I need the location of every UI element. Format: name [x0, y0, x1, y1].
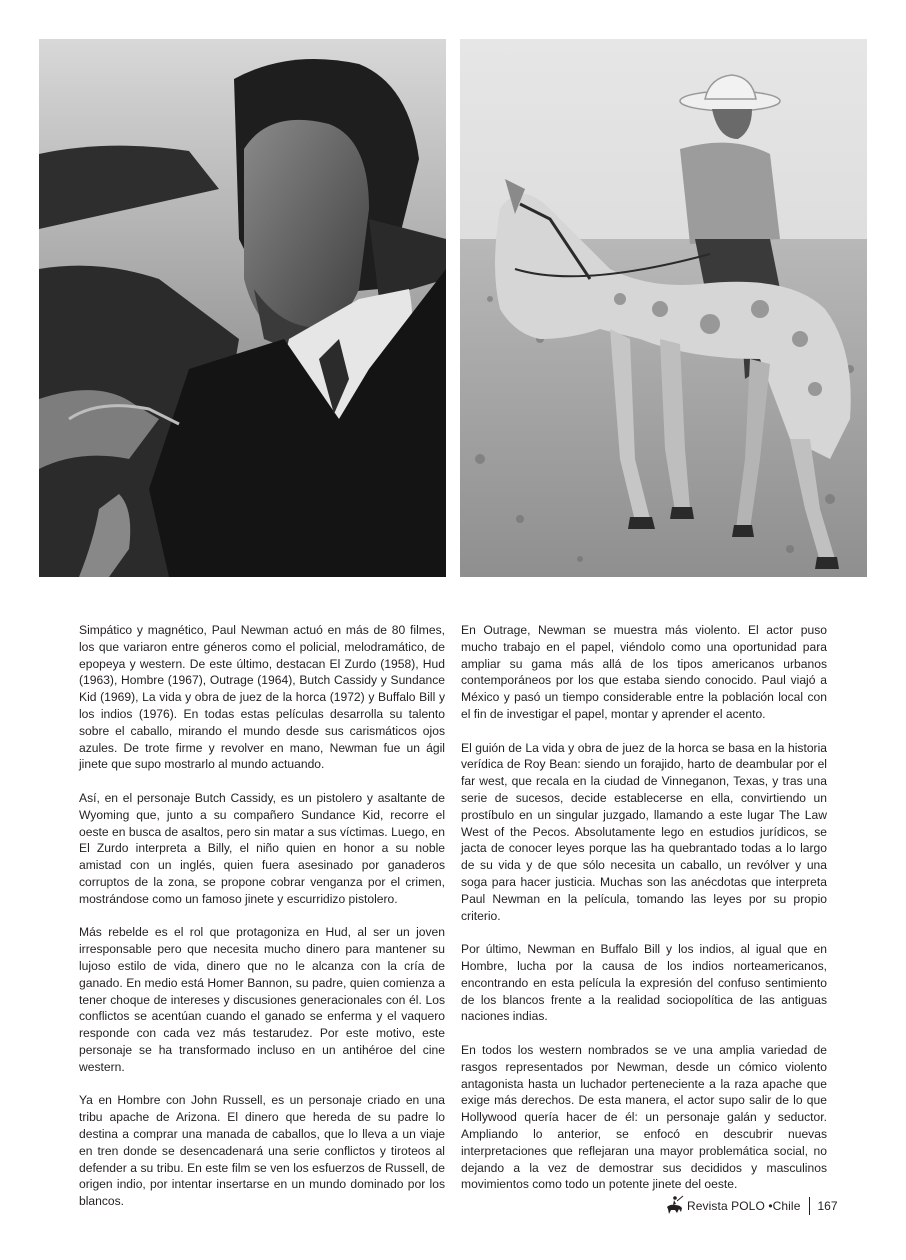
paragraph: En Outrage, Newman se muestra más violento. El actor puso mucho trabajo en el papel, viéndolo como una oportunidad para ampliar su gama más allá de los tipos americanos urbanos contemporáneos por los que estaba siendo conocido. Paul viajó a México y pasó un tiempo considerable entre la población local con el fin de investigar el papel, montar y aprender el acento. — [461, 623, 827, 721]
page-footer — [664, 1195, 838, 1217]
paragraph: Así, en el personaje Butch Cassidy, es un pistolero y asaltante de Wyoming que, junto a su compañero Sundance Kid, recorre el oeste en busca de asaltos, pero sin matar a sus víctimas. Luego, en El Zurdo interpreta a Billy, el niño quien en honor a su noble amistad con un inglés, quien fuera asesinado por ganaderos corruptos de la zona, se propone cobrar venganza por el crimen, mostrándose como un famoso jinete y escurridizo pistolero. — [79, 790, 445, 906]
article-left-column — [79, 622, 445, 1227]
paragraph: En todos los western nombrados se ve una amplia variedad de rasgos representados por Newman, desde un cómico violento antagonista hasta un luchador perteneciente a la raza apache que exige más derechos. De esta manera, el actor supo salir de lo que Hollywood quería hacer de él: un personaje galán y seductor. Ampliando lo anterior, se enfocó en descubrir nuevas interpretaciones que reflejaran una mayor problemática social, no dejando a la vez de demostrar sus decididos y masculinos movimientos como todo un potente jinete del oeste. — [461, 1042, 827, 1192]
portrait-photo — [39, 39, 446, 577]
paragraph: Simpático y magnético, Paul Newman actuó en más de 80 filmes, los que variaron entre géneros como el policial, melodramático, de epopeya y western. De este último, destacan El Zurdo (1958), Hud (1963), Hombre (1967), Outrage (1964), Butch Cassidy y Sundance Kid (1969), La vida y obra de juez de la horca (1972) y Buffalo Bill y los indios (1976). En todas estas películas desarrolla su talento sobre el caballo, mirando el mundo desde sus carismáticos ojos azules. De trote firme y revolver en mano, Newman fue un ágil jinete que supo mostrarlo al mundo actuando. — [79, 623, 445, 772]
article-right-column — [461, 622, 827, 1210]
paragraph: Ya en Hombre con John Russell, es un personaje criado en una tribu apache de Arizona. El dinero que hereda de su padre lo destina a comprar una manada de caballos, que lo lleva a un viaje en tren donde se desencadenará una serie conflictos y tiroteos al defender a su tribu. En este film se ven los esfuerzos de Russell, de origen indio, por intentar insertarse en un mundo dominado por los blancos. — [79, 1093, 445, 1209]
footer-divider — [809, 1197, 810, 1215]
polo-player-icon — [664, 1195, 684, 1217]
paragraph: Más rebelde es el rol que protagoniza en Hud, al ser un joven irresponsable pero que necesita mucho dinero para mantener su lujoso estilo de vida, dinero que no le alcanza con la cría de ganado. En medio está Homer Bannon, su padre, quien comienza a tener choque de intereses y discusiones generacionales con él. Los conflictos se acentúan cuando el ganado se enferma y el vaquero responde con cada vez más testarudez. Por este motivo, este personaje se ha transformado incluso en un antihéroe del cine western. — [79, 925, 445, 1074]
paragraph: Por último, Newman en Buffalo Bill y los indios, al igual que en Hombre, lucha por la causa de los indios norteamericanos, encontrando en esta película la expresión del confuso sentimiento de los blancos frente a la realidad sociopolítica de las antiguas naciones indias. — [461, 942, 827, 1024]
magazine-brand: Revista POLO •Chile — [687, 1199, 801, 1213]
page-number: 167 — [817, 1199, 838, 1213]
paragraph: El guión de La vida y obra de juez de la horca se basa en la historia verídica de Roy Bean: siendo un forajido, harto de deambular por el far west, que recala en la ciudad de Vinneganon, Texas, y tras una serie de sucesos, decide establecerse en ella, convirtiendo un prostíbulo en un singular juzgado, llamando a este lugar The Law West of the Pecos. Absolutamente lego en estudios jurídicos, se jacta de conocer leyes porque las ha quebrantado todas a lo largo de su vida y de que sólo necesita un caballo, un revólver y una soga para hacer justicia. Muchas son las anécdotas que interpreta Paul Newman en la película, tomando las leyes por su propio criterio. — [461, 740, 827, 923]
horse-rider-photo — [460, 39, 867, 577]
